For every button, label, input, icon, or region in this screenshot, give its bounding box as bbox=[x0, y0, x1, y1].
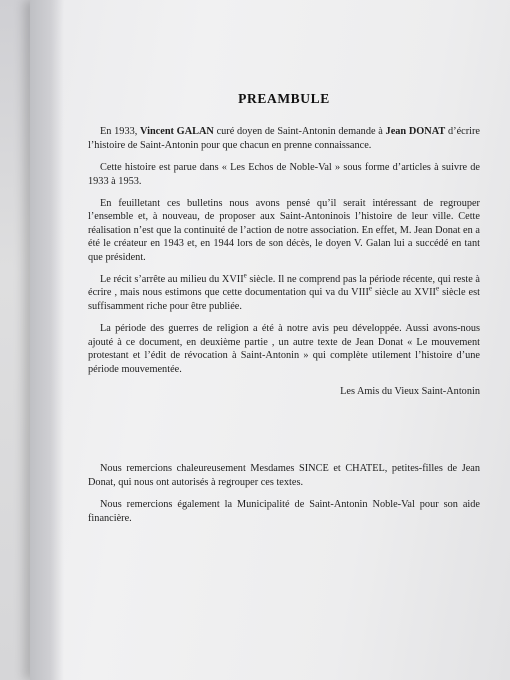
p4-text-b: siècle. Il ne comprend pas la période récente, qui reste à écrire , mais nous estimons que cette documentation qui va du VIII bbox=[88, 274, 480, 299]
p1-name-galan: Vincent GALAN bbox=[140, 126, 214, 138]
preamble-text bbox=[88, 92, 480, 534]
thanks-paragraph-2: Nous remercions également la Municipalité de Saint-Antonin Noble-Val pour son aide financière. bbox=[88, 499, 480, 524]
paragraph-5: La période des guerres de religion a été à notre avis peu développée. Aussi avons-nous ajouté à ce document, en deuxième partie , un autre texte de Jean Donat « Le mouvement protestant et l’édit de révocation à Saint-Antonin » qui complète utilement l’histoire d’une période mouvementée. bbox=[88, 323, 480, 375]
p4-sup-1: e bbox=[243, 271, 247, 280]
paragraph-4 bbox=[88, 273, 480, 313]
paragraph-1 bbox=[88, 125, 480, 152]
p1-text-b: curé doyen de Saint-Antonin demande à bbox=[213, 126, 386, 138]
p4-text-a: Le récit s’arrête au milieu du XVII bbox=[100, 274, 244, 286]
p1-text-c: d’écrire l’histoire de Saint-Antonin pour que chacun en prenne connaissance. bbox=[88, 126, 480, 151]
paragraph-3: En feuilletant ces bulletins nous avons pensé qu’il serait intéressant de regrouper l’ensemble et, à nouveau, de proposer aux Saint-Antoninois l’histoire de leur ville. Cette réalisation n’est que la continuité de l’action de notre association. En effet, M. Jean Donat en a été le créateur en 1943 et, en 1944 lors de son décès, le doyen V. Galan lui a succédé en tant que président. bbox=[88, 198, 480, 263]
p4-text-d: siècle est suffisamment riche pour être publiée. bbox=[88, 287, 480, 312]
p4-sup-3: e bbox=[435, 285, 440, 294]
paragraph-2: Cette histoire est parue dans « Les Echos de Noble-Val » sous forme d’articles à suivre de 1933 à 1953. bbox=[88, 162, 480, 187]
p1-name-donat: Jean DONAT bbox=[385, 126, 446, 138]
p4-sup-2: e bbox=[368, 285, 373, 294]
p1-text-a: En 1933, bbox=[100, 126, 141, 138]
signature: Les Amis du Vieux Saint-Antonin bbox=[340, 385, 480, 397]
p4-text-c: siècle au XVII bbox=[372, 287, 436, 299]
section-spacer bbox=[88, 398, 480, 462]
thanks-paragraph-1: Nous remercions chaleureusement Mesdames SINCE et CHATEL, petites-filles de Jean Donat, qui nous ont autorisés à regrouper ces textes. bbox=[88, 463, 480, 488]
page-title: PREAMBULE bbox=[238, 91, 330, 106]
page-gutter-shadow bbox=[30, 0, 64, 680]
